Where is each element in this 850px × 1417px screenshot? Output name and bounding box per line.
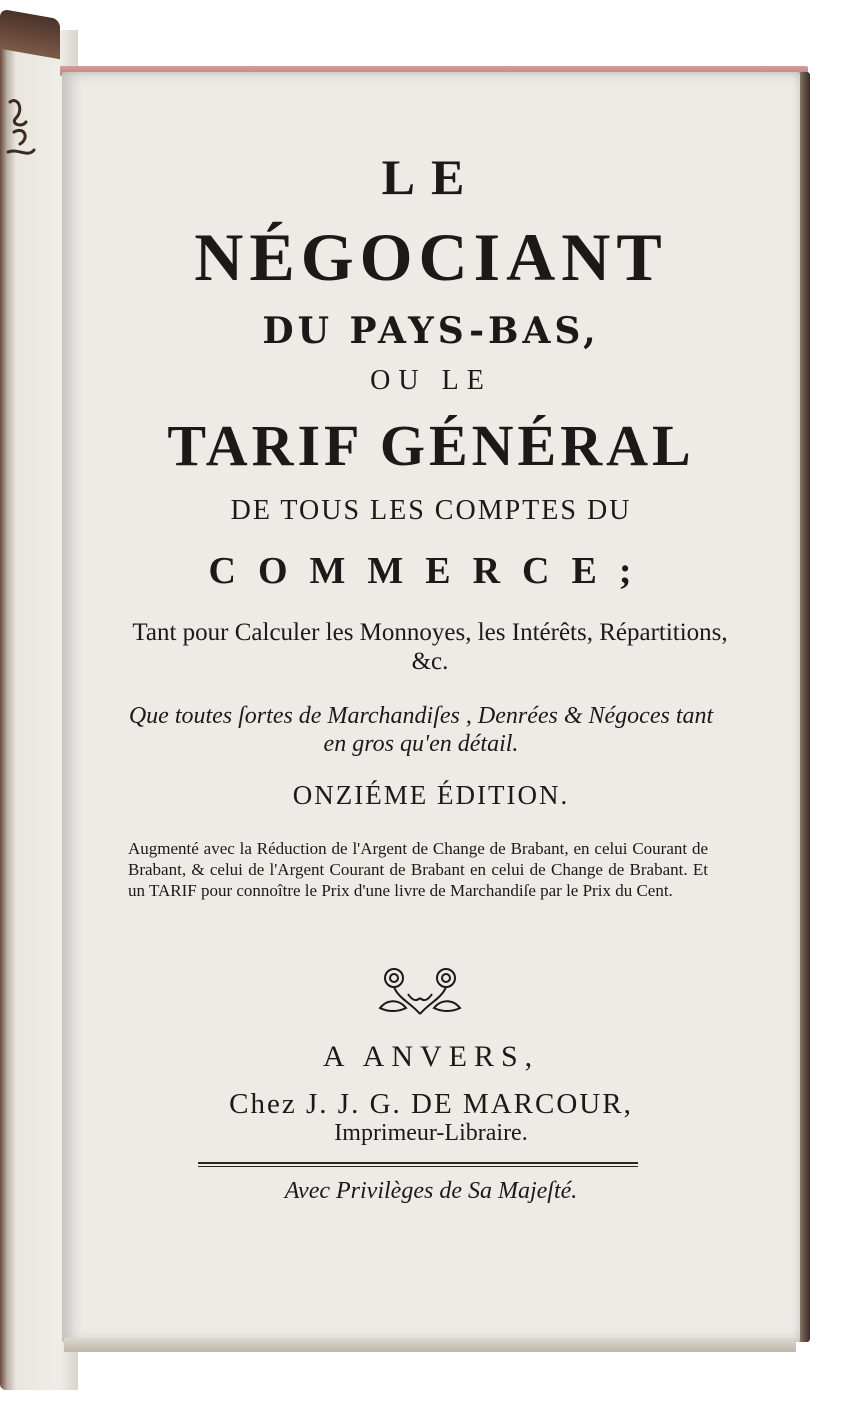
title-line-le: LE <box>381 149 481 205</box>
page-block-bottom <box>64 1338 796 1352</box>
imprint-place: A ANVERS, <box>322 1040 540 1073</box>
edition-statement: ONZIÉME ÉDITION. <box>292 780 570 810</box>
title-line-de-tous: DE TOUS LES COMPTES DU <box>230 495 632 526</box>
title-line-commerce: COMMERCE; <box>208 550 654 592</box>
title-line-tarif-general: TARIF GÉNÉRAL <box>167 413 695 478</box>
privilege-statement: Avec Privilèges de Sa Majeſté. <box>284 1178 578 1204</box>
divider-rule <box>198 1162 638 1164</box>
augmentation-note: Augmenté avec la Réduction de l'Argent de Change de Brabant, en celui Courant de Brabant, & celui de l'Argent Courant de Brabant en celui de Change de Brabant. Et un TARIF pour connoître le Prix d'une livre de Marchandiſe par le Prix du Cent. <box>128 839 708 900</box>
divider-rule-thin <box>198 1166 638 1167</box>
subtitle-que-toutes: Que toutes ſortes de Marchandiſes , Denrées & Négoces tant en gros qu'en détail. <box>128 703 714 757</box>
handwriting-mark-icon <box>4 92 48 172</box>
title-line-pays-bas: DU PAYS-BAS, <box>262 310 600 352</box>
title-line-ou-le: OU LE <box>370 365 492 396</box>
subtitle-tant-pour: Tant pour Calculer les Monnoyes, les Intérêts, Répartitions, &c. <box>132 619 728 675</box>
flower-ornament-icon <box>372 964 468 1020</box>
imprint-printer: Chez J. J. G. DE MARCOUR, <box>229 1088 633 1120</box>
title-line-negociant: NÉGOCIANT <box>194 219 668 295</box>
imprint-printer-title: Imprimeur-Libraire. <box>334 1120 528 1146</box>
